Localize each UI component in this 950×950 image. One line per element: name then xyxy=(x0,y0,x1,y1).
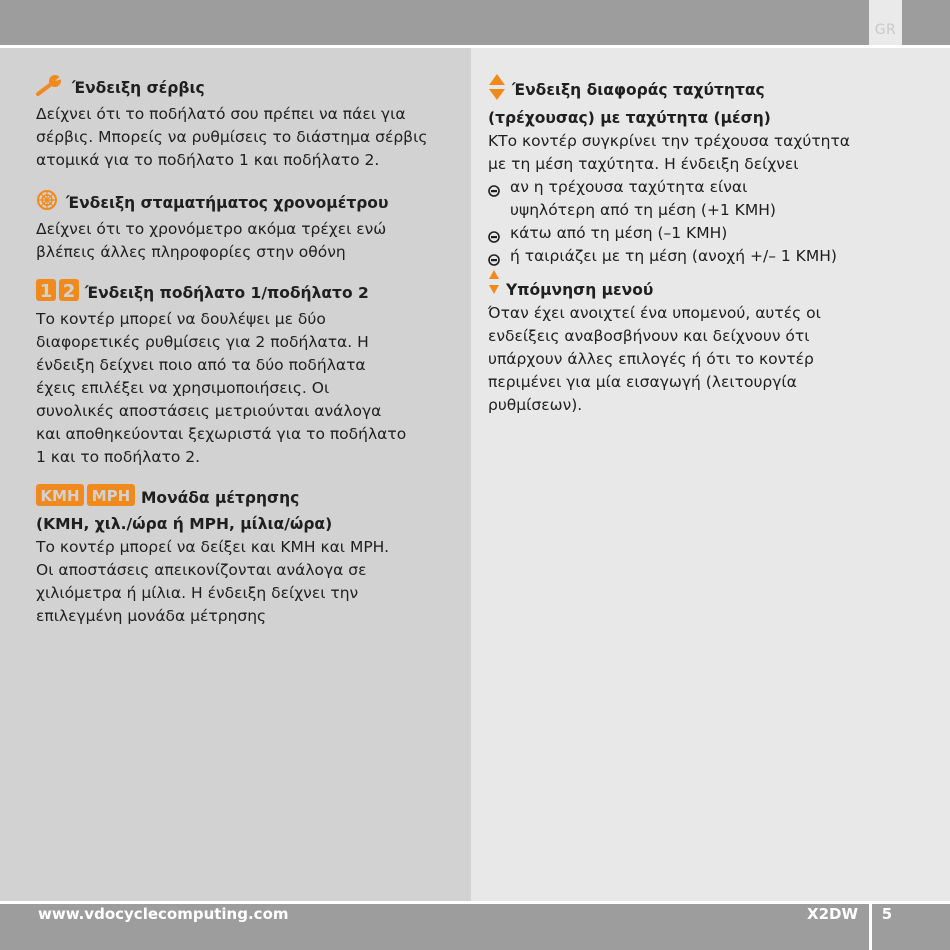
bike-text xyxy=(36,308,466,469)
list-item xyxy=(488,245,938,268)
speed-text xyxy=(488,130,938,176)
stopwatch-title: Ένδειξη σταματήματος χρονομέτρου xyxy=(66,194,389,212)
left-column xyxy=(0,48,471,901)
kmh-icon xyxy=(36,484,84,513)
bike-2-label: 2 xyxy=(62,281,76,301)
bike-line: ένδειξη δείχνει ποιο από τα δύο ποδήλατα xyxy=(36,356,366,374)
speed-line: ΚΤο κοντέρ συγκρίνει την τρέχουσα ταχύτητα xyxy=(488,132,851,150)
service-section xyxy=(36,74,466,172)
bike-2-icon xyxy=(59,279,79,308)
bullet-icon xyxy=(488,181,500,204)
unit-title: Μονάδα μέτρησης xyxy=(141,489,300,507)
bike-line: συνολικές αποστάσεις μετριούνται ανάλογα xyxy=(36,402,382,420)
unit-line: χιλιόμετρα ή μίλια. Η ένδειξη δείχνει την xyxy=(36,584,359,602)
bike-line: έχεις επιλέξει να χρησιμοποιήσεις. Οι xyxy=(36,379,330,397)
menu-up-arrow-row xyxy=(488,266,938,279)
speed-line: με τη μέση ταχύτητα. Η ένδειξη δείχνει xyxy=(488,155,799,173)
bike-section xyxy=(36,279,466,469)
bike-1-label: 1 xyxy=(39,281,53,301)
speed-subtitle: (τρέχουσας) με ταχύτητα (μέση) xyxy=(488,109,771,127)
service-title: Ένδειξη σέρβις xyxy=(72,79,205,97)
bike-title: Ένδειξη ποδήλατο 1/ποδήλατο 2 xyxy=(85,284,369,302)
bike-line: διαφορετικές ρυθμίσεις για 2 ποδήλατα. Η xyxy=(36,333,369,351)
unit-heading xyxy=(36,484,466,513)
menu-line: υπάρχουν άλλες επιλογές ή ότι το κοντέρ xyxy=(488,350,814,368)
bullet-text: ή ταιριάζει με τη μέση (ανοχή +/– 1 KMH) xyxy=(510,247,837,265)
bike-1-icon xyxy=(36,279,56,308)
stopwatch-heading xyxy=(36,189,466,218)
bike-line: Το κοντέρ μπορεί να δουλέψει με δύο xyxy=(36,310,326,328)
service-line: ατομικά για το ποδήλατο 1 και ποδήλατο 2. xyxy=(36,151,380,169)
stopwatch-section xyxy=(36,189,466,264)
unit-text xyxy=(36,536,466,628)
menu-text xyxy=(488,302,938,417)
header-bar xyxy=(0,0,950,45)
kmh-label: KMH xyxy=(40,487,80,505)
speed-section xyxy=(488,74,938,268)
service-text xyxy=(36,103,466,172)
bike-line: 1 και το ποδήλατο 2. xyxy=(36,448,201,466)
wrench-icon xyxy=(36,74,66,103)
unit-subtitle: (KMH, χιλ./ώρα ή MPH, μίλια/ώρα) xyxy=(36,515,333,533)
unit-line: Οι αποστάσεις απεικονίζονται ανάλογα σε xyxy=(36,561,367,579)
speed-bullet-list xyxy=(488,176,938,268)
up-down-arrows-icon xyxy=(488,74,506,107)
menu-heading xyxy=(488,279,938,302)
menu-arrows-icon xyxy=(488,279,500,302)
stopwatch-line: Δείχνει ότι το χρονόμετρο ακόμα τρέχει ενώ xyxy=(36,220,387,238)
language-label: GR xyxy=(874,22,897,38)
stopwatch-line: βλέπεις άλλες πληροφορίες στην οθόνη xyxy=(36,243,346,261)
service-heading xyxy=(36,74,466,103)
menu-line: ενδείξεις αναβοσβήνουν και δείχνουν ότι xyxy=(488,327,810,345)
menu-title: Υπόμνηση μενού xyxy=(506,281,654,299)
unit-line: Το κοντέρ μπορεί να δείξει και KMH και MPH. xyxy=(36,538,389,556)
speed-title: Ένδειξη διαφοράς ταχύτητας xyxy=(512,81,765,99)
footer-model-name: X2DW xyxy=(807,905,858,923)
bike-heading xyxy=(36,279,466,308)
list-item xyxy=(488,222,938,245)
bullet-text: υψηλότερη από τη μέση (+1 KMH) xyxy=(510,201,776,219)
menu-line: ρυθμίσεων). xyxy=(488,396,583,414)
menu-section xyxy=(488,266,938,417)
bullet-text: κάτω από τη μέση (–1 KMH) xyxy=(510,224,728,242)
bullet-text: αν η τρέχουσα ταχύτητα είναι xyxy=(510,178,748,196)
speed-heading xyxy=(488,74,938,107)
footer-website[interactable]: www.vdocyclecomputing.com xyxy=(38,905,289,923)
unit-line: επιλεγμένη μονάδα μέτρησης xyxy=(36,607,267,625)
service-line: Δείχνει ότι το ποδήλατό σου πρέπει να πάει για xyxy=(36,105,406,123)
menu-line: Όταν έχει ανοιχτεί ένα υπομενού, αυτές οι xyxy=(488,304,821,322)
list-item xyxy=(488,176,938,222)
mph-icon xyxy=(87,484,135,513)
page-number: 5 xyxy=(881,905,893,923)
mph-label: MPH xyxy=(91,487,131,505)
stopwatch-text xyxy=(36,218,466,264)
service-line: σέρβις. Μπορείς να ρυθμίσεις το διάστημα σέρβις xyxy=(36,128,428,146)
unit-section xyxy=(36,484,466,628)
stopwatch-icon xyxy=(36,189,60,218)
menu-line: περιμένει για μία εισαγωγή (λειτουργία xyxy=(488,373,797,391)
bike-line: και αποθηκεύονται ξεχωριστά για το ποδήλατο xyxy=(36,425,407,443)
